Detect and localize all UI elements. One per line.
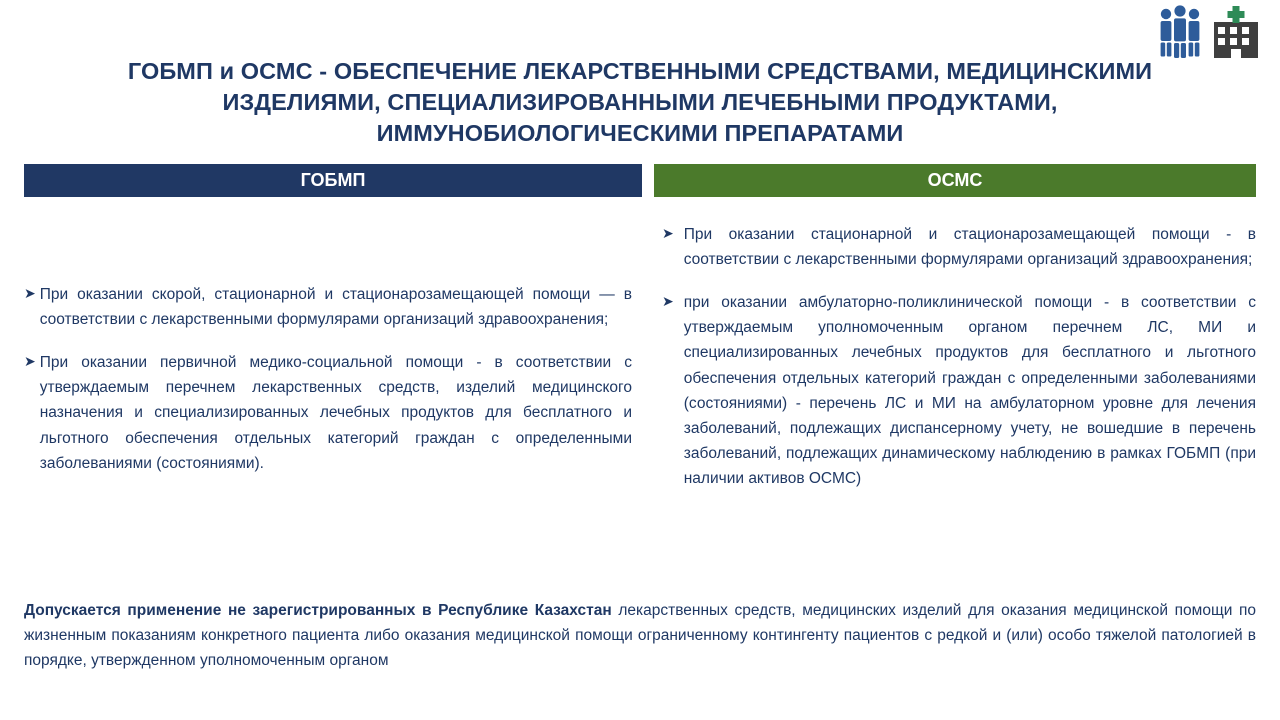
osms-content [662, 222, 1256, 491]
column-header-osms-label: ОСМС [927, 170, 983, 190]
column-header-gobmp-label: ГОБМП [300, 170, 366, 190]
page-title: ГОБМП и ОСМС - ОБЕСПЕЧЕНИЕ ЛЕКАРСТВЕННЫМИ СРЕДСТВАМИ, МЕДИЦИНСКИМИ ИЗДЕЛИЯМИ, СПЕЦИАЛИЗИРОВАННЫМИ ЛЕЧЕБНЫМИ ПРОДУКТАМИ, ИММУНОБИОЛОГИЧЕСКИМИ ПРЕПАРАТАМИ [127, 58, 1153, 147]
column-header-gobmp [24, 164, 642, 197]
footer-note [24, 598, 1256, 673]
list-item [662, 222, 1256, 272]
list-item-text: При оказании первичной медико-социальной помощи - в соответствии с утверждаемым перечнем лекарственных средств, изделий медицинского назначения и специализированных лечебных продуктов для бесплатного и льготного обеспечения отдельных категорий граждан с определенными заболеваниями (состояниями). [39, 354, 632, 472]
hospital-building-icon [1214, 6, 1258, 58]
list-item [662, 290, 1256, 491]
list-item [24, 282, 632, 332]
arrow-bullet-icon: ➤ [24, 285, 36, 301]
column-header-osms [654, 164, 1256, 197]
list-item-text: при оказании амбулаторно-поликлинической помощи - в соответствии с утверждаемым уполномоченным органом перечнем ЛС, МИ и специализированных лечебных продуктов для бесплатного и льготного обеспечения отдельных категорий граждан с определенными заболеваниями (состояниями) - перечень ЛС и МИ на амбулаторном уровне для лечения заболеваний, подлежащих диспансерному учету, не вошедшие в перечень заболеваний, подлежащих динамическому наблюдению в рамках ГОБМП (при наличии активов ОСМС) [683, 294, 1256, 487]
people-icon [1161, 5, 1200, 58]
footer-note-bold: Допускается применение не зарегистрированных в Республике Казахстан [24, 602, 612, 619]
footer-note-rest: лекарственных средств, медицинских изделий для оказания медицинской помощи по жизненным показаниям конкретного пациента либо оказания медицинской помощи ограниченному контингенту пациентов с редкой и (или) особо тяжелой патологией в порядке, утвержденном уполномоченным органом [24, 602, 1256, 670]
arrow-bullet-icon: ➤ [662, 225, 674, 241]
health-people-hospital-logo [1152, 4, 1262, 62]
list-item-text: При оказании стационарной и стационарозамещающей помощи - в соответствии с лекарственными формулярами организаций здравоохранения; [683, 226, 1256, 269]
list-item [24, 350, 632, 476]
arrow-bullet-icon: ➤ [24, 353, 36, 370]
medical-cross-icon [1228, 6, 1245, 23]
list-item-text: При оказании скорой, стационарной и стационарозамещающей помощи — в соответствии с лекарственными формулярами организаций здравоохранения; [39, 286, 632, 329]
gobmp-content [24, 282, 632, 476]
arrow-bullet-icon: ➤ [662, 293, 674, 310]
